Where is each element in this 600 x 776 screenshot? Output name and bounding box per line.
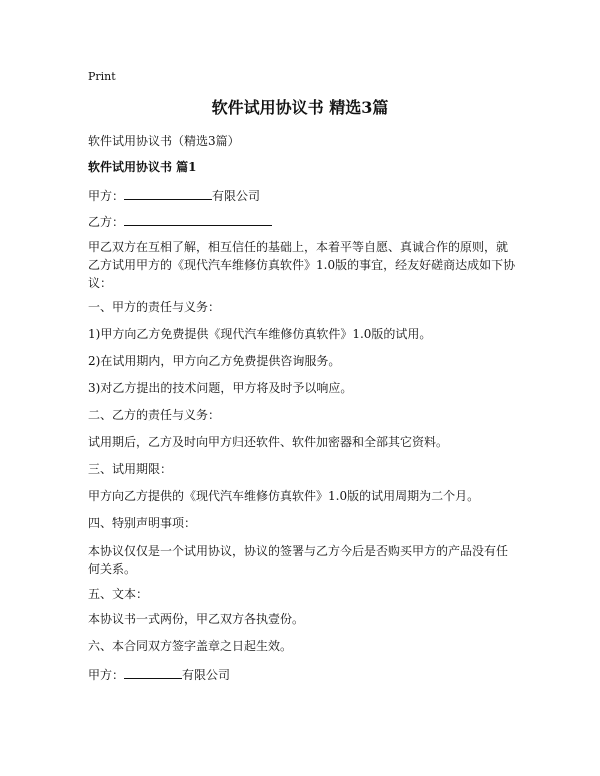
party-a-label: 甲方： bbox=[88, 189, 125, 203]
section-5-title: 五、文本： bbox=[88, 587, 149, 601]
print-link[interactable]: Print bbox=[88, 70, 116, 83]
section-4-text: 本协议仅仅是一个试用协议，协议的签署与乙方今后是否购买甲方的产品没有任何关系。 bbox=[88, 544, 509, 576]
section-heading: 软件试用协议书 篇1 bbox=[88, 160, 197, 174]
intro-paragraph: 甲乙双方在互相了解，相互信任的基础上，本着平等自愿、真诚合作的原则，就乙方试用甲方的《现代汽车维修仿真软件》1.0版的事宜，经友好磋商达成如下协议： bbox=[88, 240, 516, 290]
party-a-blank bbox=[124, 187, 212, 200]
section-5-text: 本协议书一式两份，甲乙双方各执壹份。 bbox=[88, 612, 305, 626]
section-1-item-2: 2)在试用期内，甲方向乙方免费提供咨询服务。 bbox=[88, 354, 341, 368]
section-1-item-3: 3)对乙方提出的技术问题，甲方将及时予以响应。 bbox=[88, 381, 353, 395]
section-1-item-1: 1)甲方向乙方免费提供《现代汽车维修仿真软件》1.0版的试用。 bbox=[88, 327, 432, 341]
signature-party-a-label: 甲方： bbox=[88, 668, 125, 682]
party-a-suffix: 有限公司 bbox=[212, 189, 261, 203]
section-2-title: 二、乙方的责任与义务： bbox=[88, 408, 221, 422]
section-2-text: 试用期后，乙方及时向甲方归还软件、软件加密器和全部其它资料。 bbox=[88, 435, 449, 449]
section-6-title: 六、本合同双方签字盖章之日起生效。 bbox=[88, 639, 293, 653]
party-b-blank bbox=[124, 213, 272, 226]
section-4-title: 四、特别声明事项： bbox=[88, 516, 197, 530]
party-b-label: 乙方： bbox=[88, 215, 125, 229]
signature-party-a-suffix: 有限公司 bbox=[182, 668, 231, 682]
document-title: 软件试用协议书 精选3篇 bbox=[211, 98, 389, 117]
section-1-title: 一、甲方的责任与义务： bbox=[88, 300, 221, 314]
document-subtitle: 软件试用协议书（精选3篇） bbox=[88, 134, 240, 148]
section-3-text: 甲方向乙方提供的《现代汽车维修仿真软件》1.0版的试用周期为二个月。 bbox=[88, 489, 480, 503]
party-b-line bbox=[88, 213, 272, 230]
signature-party-a-line bbox=[88, 666, 230, 683]
section-3-title: 三、试用期限： bbox=[88, 462, 173, 476]
signature-party-a-blank bbox=[124, 666, 182, 679]
party-a-line bbox=[88, 187, 260, 204]
